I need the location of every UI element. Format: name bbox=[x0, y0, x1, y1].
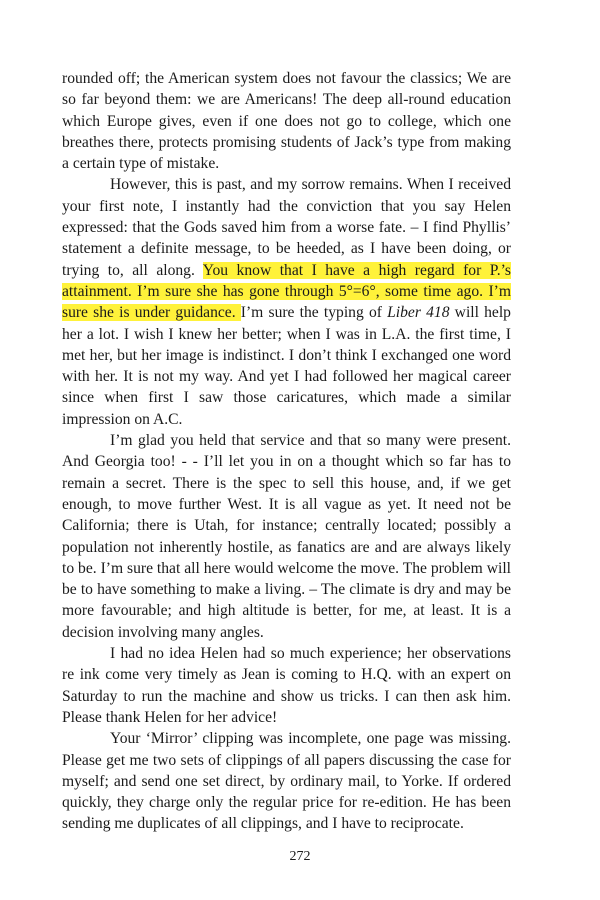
letter-page-body bbox=[62, 68, 511, 835]
highlighted-passage: You know that I have a high regard for P.’s attainment. I’m sure she has gone through 5°=6°, some time ago. I’m sure she is under guidance. bbox=[62, 261, 512, 322]
paragraph-2-tail: will help her a lot. I wish I knew her better; when I was in L.A. the first time, I met her, but her image is indistinct. I don’t think I exchanged one word with her. It is not my way. And yet I had followed her magical career since when first I saw those caricatures, which made a similar impression on A.C. bbox=[62, 304, 511, 428]
paragraph-2-lead: However, this is past, and my sorrow remains. When I received your first note, I instantly had the conviction that you say Helen expressed: that the Gods saved him from a worse fate. – I find Phyllis’ statement a definite message, to be heeded, as I have been doing, or trying to, all along. bbox=[62, 176, 511, 279]
page-number: 272 bbox=[289, 849, 311, 864]
paragraph-2-continuation: I’m sure the typing of bbox=[240, 304, 388, 322]
paragraph-1: rounded off; the American system does not favour the classics; We are so far beyond them: we are Americans! The deep all-round education which Europe gives, even if one does not go to college, which one breathes there, protects promising students of Jack’s type from making a certain type of mistake. bbox=[62, 70, 511, 173]
book-title-liber-418: Liber 418 bbox=[387, 304, 450, 322]
paragraph-3: I’m glad you held that service and that so many were present. And Georgia too! - - I’ll let you in on a thought which so far has to remain a secret. There is the spec to sell this house, and, if we get enough, to move further West. It is all vague as yet. It need not be California; there is Utah, for instance; centrally located; possibly a population not inherently hostile, as fanatics are and are always likely to be. I’m sure that all here would welcome the move. The problem will be to have something to make a living. – The climate is dry and may be more favourable; and high altitude is better, for me, at least. It is a decision involving many angles. bbox=[62, 432, 511, 641]
paragraph-5: Your ‘Mirror’ clipping was incomplete, one page was missing. Please get me two sets of clippings of all papers discussing the case for myself; and send one set direct, by ordinary mail, to Yorke. If ordered quickly, they charge only the regular price for re-edition. He has been sending me duplicates of all clippings, and I have to reciprocate. bbox=[62, 730, 511, 833]
paragraph-2 bbox=[62, 174, 511, 430]
paragraph-4: I had no idea Helen had so much experience; her observations re ink come very timely as Jean is coming to H.Q. with an expert on Saturday to run the machine and show us tricks. I can then ask him. Please thank Helen for her advice! bbox=[62, 645, 511, 726]
